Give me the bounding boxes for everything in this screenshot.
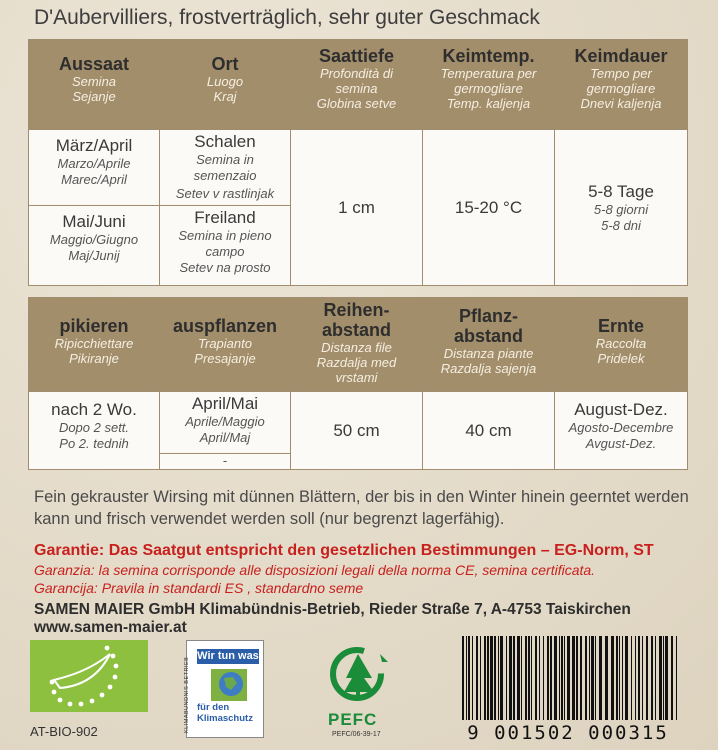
- barcode-bar: [535, 636, 537, 720]
- header-ort: Ort Luogo Kraj: [160, 40, 291, 130]
- ort-freiland: Freiland Semina in pieno campo Setev na prosto: [160, 206, 291, 286]
- sowing-table: [28, 39, 688, 286]
- keimdauer-value: 5-8 Tage 5-8 giorni 5-8 dni: [555, 130, 688, 286]
- pikieren-value: nach 2 Wo. Dopo 2 sett. Po 2. tednih: [29, 392, 160, 470]
- barcode-bar: [525, 636, 527, 720]
- barcode-bar: [638, 636, 640, 720]
- saattiefe-value: 1 cm: [291, 130, 423, 286]
- barcode-bar: [559, 636, 560, 720]
- sowing-row-1: [29, 130, 688, 206]
- header-keimdauer: Keimdauer Tempo per germogliare Dnevi kaljenja: [555, 40, 688, 130]
- barcode-bar: [500, 636, 503, 720]
- keimtemp-value: 15-20 °C: [423, 130, 555, 286]
- barcode-bar: [572, 636, 575, 720]
- barcode-bar: [554, 636, 557, 720]
- barcode-bar: [616, 636, 618, 720]
- barcode-bar: [494, 636, 496, 720]
- barcode-bar: [509, 636, 512, 720]
- barcode-bar: [622, 636, 623, 720]
- variety-description: D'Aubervilliers, frostverträglich, sehr guter Geschmack: [34, 6, 540, 29]
- barcode-bar: [605, 636, 608, 720]
- barcode-bar: [487, 636, 489, 720]
- guarantee-de: Garantie: Das Saatgut entspricht den gesetzlichen Bestimmungen – EG-Norm, ST: [34, 542, 654, 559]
- auspflanzen-value: April/Mai Aprile/Maggio April/Maj: [160, 392, 291, 454]
- barcode-bar: [506, 636, 507, 720]
- barcode-bar: [539, 636, 540, 720]
- pflanzabstand-value: 40 cm: [423, 392, 555, 470]
- header-saattiefe: Saattiefe Profondità di semina Globina setve: [291, 40, 423, 130]
- pefc-code: PEFC/06-39-17: [332, 731, 381, 738]
- barcode-bar: [576, 636, 578, 720]
- klimabuendnis-logo: [186, 640, 264, 738]
- header-pflanzabstand: Pflanz-abstand Distanza piante Razdalja sajenja: [423, 298, 555, 392]
- barcode-bar: [671, 636, 673, 720]
- barcode-bar: [651, 636, 653, 720]
- barcode-bar: [472, 636, 473, 720]
- barcode-bar: [663, 636, 664, 720]
- klima-top-text: Wir tun was: [197, 650, 259, 662]
- barcode-bar: [468, 636, 470, 720]
- pefc-label: PEFC: [328, 710, 378, 729]
- ernte-value: August-Dez. Agosto-Decembre Avgust-Dez.: [555, 392, 688, 470]
- barcode-bar: [490, 636, 493, 720]
- klima-bottom-text: für den Klimaschutz: [197, 702, 253, 724]
- barcode-bar: [580, 636, 582, 720]
- ort-schalen: Schalen Semina in semenzaio Setev v rastlinjak: [160, 130, 291, 206]
- barcode-bar: [517, 636, 520, 720]
- barcode-bars: [448, 636, 688, 722]
- barcode-bar: [665, 636, 668, 720]
- barcode-bar: [659, 636, 662, 720]
- barcode-bar: [484, 636, 486, 720]
- header-reihenabstand: Reihen-abstand Distanza file Razdalja med vrstami: [291, 298, 423, 392]
- planting-row: [29, 392, 688, 454]
- barcode-bar: [550, 636, 552, 720]
- barcode-bar: [585, 636, 587, 720]
- barcode-bar: [589, 636, 590, 720]
- globe-icon: [211, 669, 247, 701]
- klima-side-text: KLIMABÜNDNIS BETRIEB: [184, 656, 190, 733]
- guarantee-sl: Garancija: Pravila in standardi ES , standardno seme: [34, 580, 364, 596]
- barcode-bar: [564, 636, 565, 720]
- header-auspflanzen: auspflanzen Trapianto Presajanje: [160, 298, 291, 392]
- barcode-digits: 9 001502 000315: [467, 722, 669, 744]
- guarantee-it: Garanzia: la semina corrisponde alle disposizioni legali della norma CE, semina certificata.: [34, 562, 596, 578]
- barcode-bar: [591, 636, 594, 720]
- eu-organic-leaf-icon: [30, 640, 148, 712]
- company-address: SAMEN MAIER GmbH Klimabündnis-Betrieb, Rieder Straße 7, A-4753 Taiskirchen: [34, 601, 631, 618]
- pefc-logo: [322, 640, 402, 740]
- header-keimtemp: Keimtemp. Temperatura per germogliare Temp. kaljenja: [423, 40, 555, 130]
- header-ernte: Ernte Raccolta Pridelek: [555, 298, 688, 392]
- barcode-bar: [567, 636, 570, 720]
- barcode-bar: [635, 636, 636, 720]
- barcode-bar: [646, 636, 648, 720]
- auspflanzen-value-2: -: [160, 454, 291, 470]
- barcode-bar: [480, 636, 481, 720]
- barcode-bar: [625, 636, 628, 720]
- barcode-bar: [631, 636, 632, 720]
- barcode-bar: [611, 636, 614, 720]
- website-link[interactable]: www.samen-maier.at: [34, 619, 187, 636]
- reihenabstand-value: 50 cm: [291, 392, 423, 470]
- barcode: [448, 636, 688, 744]
- barcode-bar: [476, 636, 478, 720]
- bio-code: AT-BIO-902: [30, 724, 98, 739]
- barcode-bar: [528, 636, 530, 720]
- planting-table: [28, 297, 688, 470]
- barcode-bar: [547, 636, 549, 720]
- barcode-bar: [462, 636, 464, 720]
- header-aussaat: Aussaat Semina Sejanje: [29, 40, 160, 130]
- barcode-bar: [531, 636, 532, 720]
- barcode-bar: [595, 636, 596, 720]
- barcode-bar: [513, 636, 515, 720]
- product-description: Fein gekrauster Wirsing mit dünnen Blättern, der bis in den Winter hinein geerntet werden kann und frisch verwendet werden soll (nur begrenzt lagerfähig).: [34, 488, 689, 528]
- header-pikieren: pikieren Ripicchiettare Pikiranje: [29, 298, 160, 392]
- sowing-header-row: [29, 40, 688, 130]
- barcode-bar: [642, 636, 643, 720]
- barcode-bar: [543, 636, 544, 720]
- aussaat-mai: Mai/Juni Maggio/Giugno Maj/Junij: [29, 206, 160, 286]
- barcode-bar: [561, 636, 563, 720]
- barcode-bar: [655, 636, 656, 720]
- barcode-bar: [498, 636, 499, 720]
- barcode-bar: [466, 636, 467, 720]
- barcode-bar: [619, 636, 620, 720]
- aussaat-marz: März/April Marzo/Aprile Marec/April: [29, 130, 160, 206]
- barcode-bar: [676, 636, 677, 720]
- planting-header-row: [29, 298, 688, 392]
- pefc-tree-icon: [322, 640, 402, 710]
- barcode-bar: [521, 636, 522, 720]
- barcode-bar: [599, 636, 602, 720]
